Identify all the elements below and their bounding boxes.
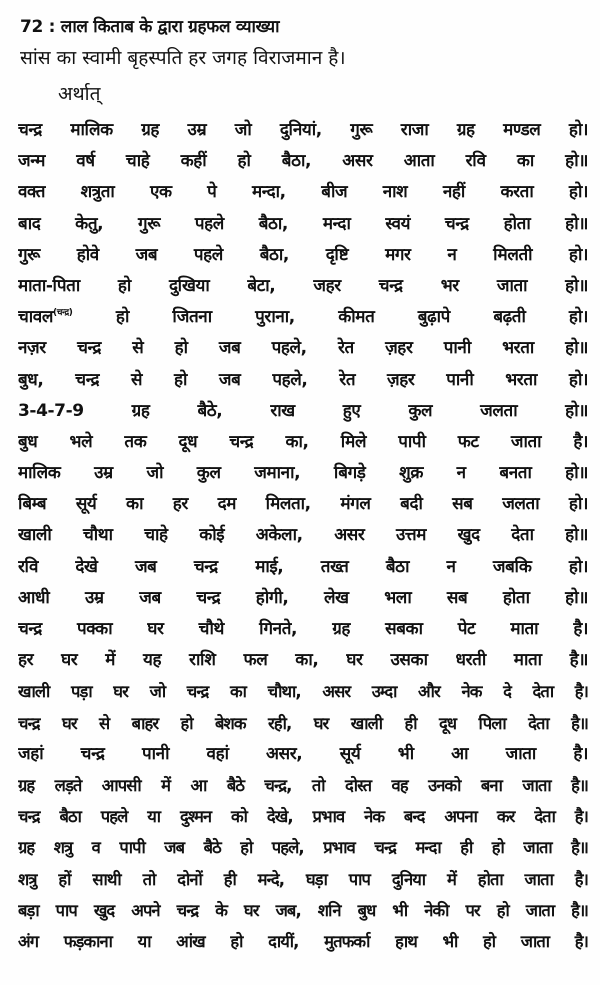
verse-line-10: 3-4-7-9 ग्रह बैठे, राख हुए कुल जलता हो॥	[18, 400, 588, 421]
verse-line-13: बिम्ब सूर्य का हर दम मिलता, मंगल बदी सब जलता हो।	[18, 494, 588, 515]
intro-line: सांस का स्वामी बृहस्पति हर जगह विराजमान है।	[20, 47, 346, 69]
verse-line-25: शत्रु हों साथी तो दोनों ही मन्दे, घड़ा पाप दुनिया में होता जाता है।	[18, 869, 588, 889]
verse-line-6: माता-पिता हो दुखिया बेटा, जहर चन्द्र भर जाता हो॥	[18, 275, 588, 296]
verse-line-21: जहां चन्द्र पानी वहां असर, सूर्य भी आ जाता है।	[18, 743, 588, 764]
verse-line-12: मालिक उम्र जो कुल जमाना, बिगड़े शुक्र न बनता हो॥	[18, 463, 588, 484]
verse-line-19: खाली पड़ा घर जो चन्द्र का चौथा, असर उम्दा और नेक दे देता है।	[18, 682, 588, 702]
verse-line-2: जन्म वर्ष चाहे कहीं हो बैठा, असर आता रवि का हो॥	[18, 151, 588, 172]
verse-line-15: रवि देखे जब चन्द्र माई, तख्त बैठा न जबकि हो।	[18, 556, 588, 577]
verse-line-4: बाद केतु, गुरू पहले बैठा, मन्दा स्वयं चन्द्र होता हो॥	[18, 213, 588, 234]
verse-line-14: खाली चौथा चाहे कोई अकेला, असर उत्तम खुद देता हो॥	[18, 525, 588, 546]
verse-line-18: हर घर में यह राशि फल का, घर उसका धरती माता है॥	[18, 650, 588, 671]
verse-line-5: गुरू होवे जब पहले बैठा, दृष्टि मगर न मिलती हो।	[18, 244, 588, 265]
verse-line-7	[18, 302, 588, 333]
verse-line-20: चन्द्र घर से बाहर हो बेशक रही, घर खाली ही दूध पिला देता है॥	[18, 713, 588, 733]
verse-line-17: चन्द्र पक्का घर चौथे गिनते, ग्रह सबका पेट माता है।	[18, 619, 588, 639]
running-head: 72 : लाल किताब के द्वारा ग्रहफल व्याख्या	[20, 17, 280, 37]
footnote-marker: (चन्द्र)	[52, 308, 73, 319]
verse-line-23: चन्द्र बैठा पहले या दुश्मन को देखे, प्रभाव नेक बन्द अपना कर देता है।	[18, 807, 588, 827]
verse-word-chawal: चावल	[18, 307, 53, 328]
verse-line-8: नज़र चन्द्र से हो जब पहले, रेत ज़हर पानी भरता हो॥	[18, 338, 588, 359]
verse-line-3: वक्त शत्रुता एक पे मन्दा, बीज नाश नहीं करता हो।	[18, 182, 588, 203]
verse-block	[18, 115, 588, 957]
verse-line-27: अंग फड़काना या आंख हो दायीं, मुतफर्का हाथ भी हो जाता है।	[18, 931, 588, 951]
verse-line-16: आधी उम्र जब चन्द्र होगी, लेख भला सब होता हो॥	[18, 587, 588, 608]
verse-line-1: चन्द्र मालिक ग्रह उम्र जो दुनियां, गुरू राजा ग्रह मण्डल हो।	[18, 120, 588, 140]
verse-line-7-rest: हो जितना पुराना, कीमत बुढ़ापे बढ़ती हो।	[72, 307, 588, 328]
verse-line-22: ग्रह लड़ते आपसी में आ बैठे चन्द्र, तो दोस्त वह उनको बना जाता है॥	[18, 775, 588, 795]
arthat-heading: अर्थात्	[58, 83, 101, 105]
verse-line-11: बुध भले तक दूध चन्द्र का, मिले पापी फट जाता है।	[18, 431, 588, 452]
verse-line-9: बुध, चन्द्र से हो जब पहले, रेत ज़हर पानी भरता हो।	[18, 369, 588, 390]
verse-line-26: बड़ा पाप खुद अपने चन्द्र के घर जब, शनि बुध भी नेकी पर हो जाता है॥	[18, 900, 588, 920]
verse-line-24: ग्रह शत्रु व पापी जब बैठे हो पहले, प्रभाव चन्द्र मन्दा ही हो जाता है॥	[18, 838, 588, 858]
